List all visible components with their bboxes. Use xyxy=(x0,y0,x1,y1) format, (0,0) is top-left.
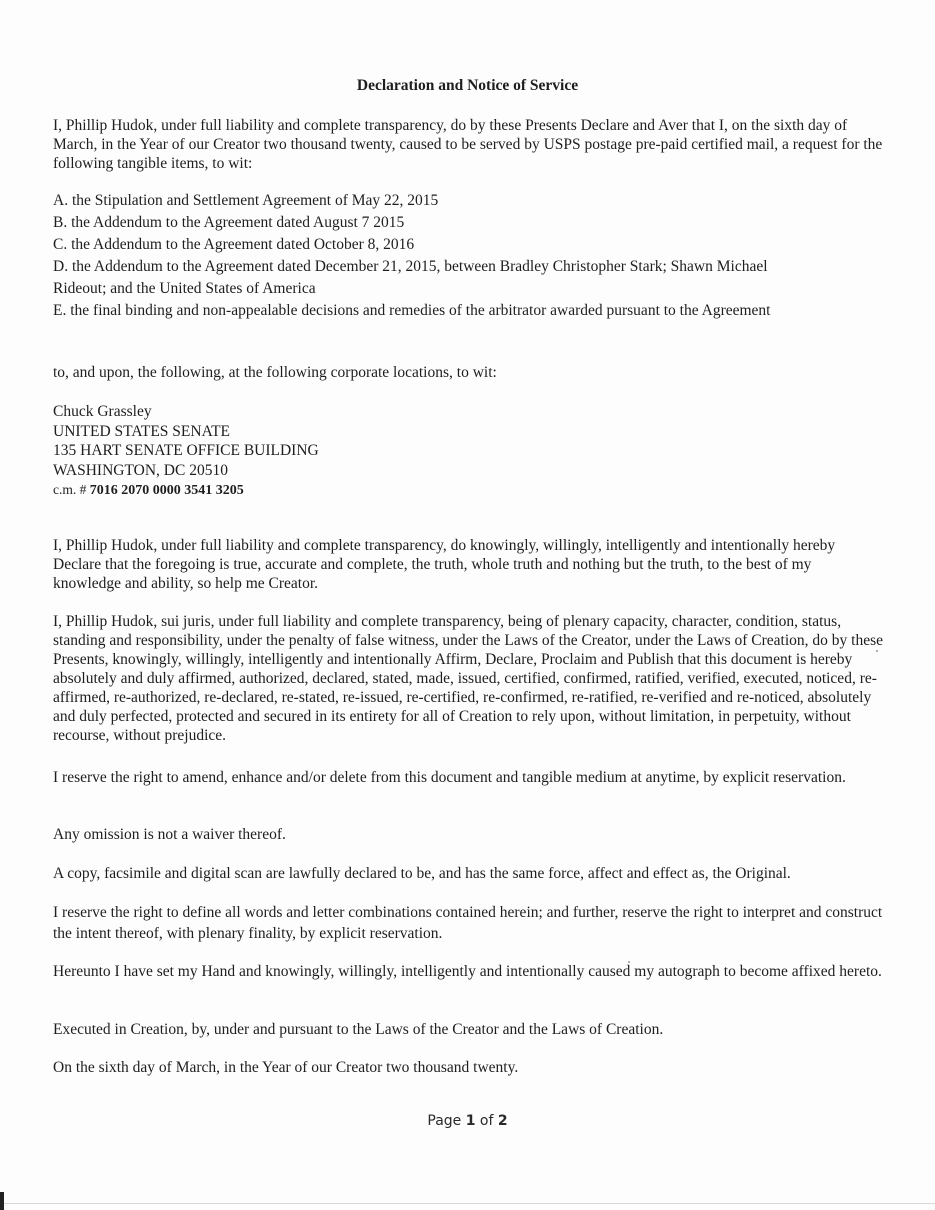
service-locations-intro: to, and upon, the following, at the following corporate locations, to wit: xyxy=(53,364,497,381)
date-paragraph: On the sixth day of March, in the Year of our Creator two thousand twenty. xyxy=(53,1059,519,1076)
certified-mail-line xyxy=(53,480,883,501)
page-total: 2 xyxy=(497,1113,508,1129)
certified-mail-label: c.m. # xyxy=(53,482,90,497)
copy-paragraph: A copy, facsimile and digital scan are lawfully declared to be, and has the same force, affect and effect as, the Original. xyxy=(53,865,791,882)
recipient-name: Chuck Grassley xyxy=(53,403,152,420)
executed-paragraph: Executed in Creation, by, under and pursuant to the Laws of the Creator and the Laws of Creation. xyxy=(53,1021,664,1038)
scan-speck xyxy=(876,650,878,652)
scan-edge-mark xyxy=(0,1192,4,1210)
recipient-street: 135 HART SENATE OFFICE BUILDING xyxy=(53,442,319,459)
list-item: B. the Addendum to the Agreement dated August 7 2015 xyxy=(53,214,405,231)
recipient-city: WASHINGTON, DC 20510 xyxy=(53,461,228,479)
page-number xyxy=(0,1113,935,1129)
document-title: Declaration and Notice of Service xyxy=(356,77,579,94)
reserve-paragraph: I reserve the right to amend, enhance and/or delete from this document and tangible medium at anytime, by explicit reservation. xyxy=(53,769,846,786)
list-item: A. the Stipulation and Settlement Agreement of May 22, 2015 xyxy=(53,192,439,209)
intro-paragraph: I, Phillip Hudok, under full liability and complete transparency, do by these Presents Declare and Aver that I, on the sixth day of March, in the Year of our Creator two thousand twenty, caused to be served by USPS postage pre-paid certified mail, a request for the following tangible items, to wit: xyxy=(53,117,883,172)
omission-paragraph: Any omission is not a waiver thereof. xyxy=(53,826,286,843)
page-label: Page xyxy=(427,1113,466,1129)
list-item: D. the Addendum to the Agreement dated December 21, 2015, between Bradley Christopher Stark; Shawn Michael xyxy=(53,258,768,275)
recipient-address xyxy=(53,402,883,501)
requested-items-list xyxy=(53,190,883,322)
list-item: E. the final binding and non-appealable decisions and remedies of the arbitrator awarded pursuant to the Agreement xyxy=(53,302,771,319)
recipient-organization: UNITED STATES SENATE xyxy=(53,422,231,440)
list-item: C. the Addendum to the Agreement dated October 8, 2016 xyxy=(53,236,415,253)
define-paragraph: I reserve the right to define all words and letter combinations contained herein; and further, reserve the right to interpret and construct the intent thereof, with plenary finality, by explicit reservation. xyxy=(53,904,883,942)
scan-speck xyxy=(628,961,630,963)
of-label: of xyxy=(475,1113,498,1129)
page-current: 1 xyxy=(465,1113,476,1129)
scan-edge-line xyxy=(0,1203,935,1204)
certified-mail-number: 7016 2070 0000 3541 3205 xyxy=(89,483,244,498)
autograph-paragraph: Hereunto I have set my Hand and knowingly, willingly, intelligently and intentionally caused my autograph to become affixed hereto. xyxy=(53,963,882,980)
declaration-paragraph: I, Phillip Hudok, under full liability and complete transparency, do knowingly, willingly, intelligently and intentionally hereby Declare that the foregoing is true, accurate and complete, the truth, whole truth and nothing but the truth, to the best of my knowledge and ability, so help me Creator. xyxy=(53,537,836,592)
sui-juris-paragraph: I, Phillip Hudok, sui juris, under full liability and complete transparency, being of plenary capacity, character, condition, status, standing and responsibility, under the penalty of false witness, under the Laws of the Creator, under the Laws of Creation, do by these Presents, knowingly, willingly, intelligently and intentionally Affirm, Declare, Proclaim and Publish that this document is hereby absolutely and duly affirmed, authorized, declared, stated, made, issued, certified, confirmed, ratified, verified, executed, noticed, re-affirmed, re-authorized, re-declared, re-stated, re-issued, re-certified, re-confirmed, re-ratified, re-verified and re-noticed, absolutely and duly perfected, protected and secured in its entirety for all of Creation to rely upon, without limitation, in perpetuity, without recourse, without prejudice. xyxy=(53,613,883,744)
list-item-continuation: Rideout; and the United States of America xyxy=(53,280,316,297)
